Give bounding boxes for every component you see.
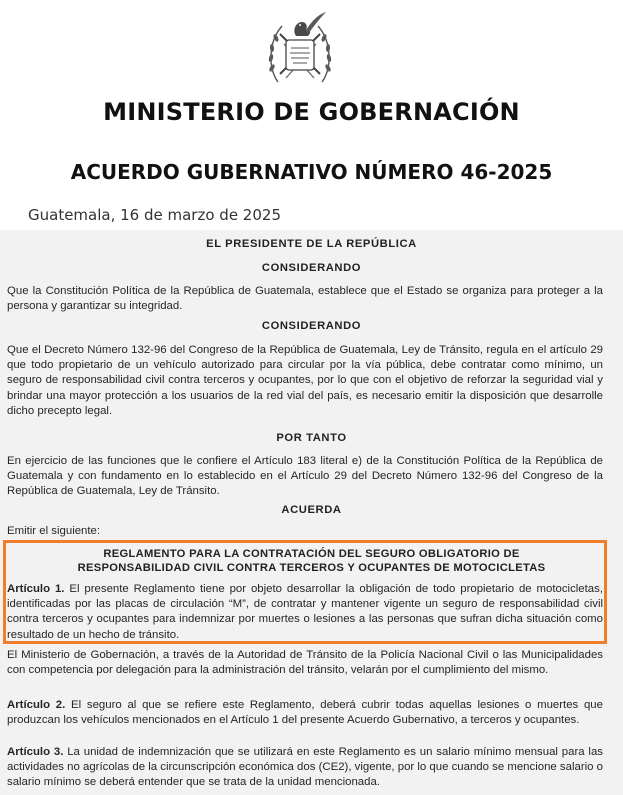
ministry-title: MINISTERIO DE GOBERNACIÓN (103, 98, 520, 126)
articulo-3 (7, 745, 603, 791)
reglamento-title (0, 548, 623, 575)
considerando-1-text: Que la Constitución Política de la República de Guatemala, establece que el Estado se organiza para proteger a la persona y garantizar su integridad. (7, 285, 603, 313)
articulo-1-text: El presente Reglamento tiene por objeto desarrollar la obligación de todo propietario de motocicletas, identificadas por las placas de circulación “M”, de contratar y mantener vigente un seguro de responsabilidad civil contra terceros y ocupantes para indemnizar por muertes o lesiones a las personas que sufran dicha situación como resultado de un hecho de tránsito. (7, 583, 604, 641)
document-date: Guatemala, 16 de marzo de 2025 (28, 206, 281, 224)
acuerdo-title: ACUERDO GUBERNATIVO NÚMERO 46-2025 (70, 160, 553, 184)
reglamento-title-line-2: RESPONSABILIDAD CIVIL CONTRA TERCEROS Y OCUPANTES DE MOTOCICLETAS (77, 561, 546, 574)
considerando-2-heading: CONSIDERANDO (261, 320, 362, 332)
articulo-3-text: La unidad de indemnización que se utilizará en este Reglamento es un salario mínimo mensual para las actividades no agrícolas de la circunscripción económica dos (CE2), vigente, por lo que cuando se mencione salario o salario mínimo se deberá entender que se trata de la unidad mencionada. (7, 746, 603, 789)
president-heading: EL PRESIDENTE DE LA REPÚBLICA (206, 238, 417, 250)
articulo-3-label: Artículo 3. (7, 746, 64, 758)
articulo-1-continuation: El Ministerio de Gobernación, a través de la Autoridad de Tránsito de la Policía Nacional Civil o las Municipalidades con competencia por delegación para la administración del tránsito, velarán por el cumplimiento del mismo. (7, 649, 603, 677)
articulo-2-text: El seguro al que se refiere este Reglamento, deberá cubrir todas aquellas lesiones o muertes que produzcan los vehículos mencionados en el Artículo 1 del presente Acuerdo Gubernativo, a terceros y ocupantes. (7, 699, 603, 727)
guatemala-coat-of-arms-icon (262, 8, 338, 90)
articulo-2 (7, 698, 603, 728)
acuerda-heading: ACUERDA (281, 504, 342, 516)
por-tanto-text: En ejercicio de las funciones que le confiere el Artículo 183 literal e) de la Constitución Política de la República de Guatemala y con fundamento en lo establecido en el Artículo 29 del Decreto Número 132-96 del Congreso de la República de Guatemala, Ley de Tránsito. (7, 455, 603, 498)
emitir-text: Emitir el siguiente: (7, 525, 101, 537)
articulo-2-label: Artículo 2. (7, 699, 66, 711)
por-tanto-heading: POR TANTO (276, 432, 347, 444)
considerando-2-text: Que el Decreto Número 132-96 del Congreso de la República de Guatemala, Ley de Tránsito, regula en el artículo 29 que todo propietario de un vehículo autorizado para circular por la vía pública, debe contratar como mínimo, un seguro de responsabilidad civil contra terceros y ocupantes, por lo que con el objetivo de reforzar la seguridad vial y brindar una mayor protección a los usuarios de la red vial del país, es necesario emitir la disposición que desarrolle dicho precepto legal. (7, 344, 603, 417)
articulo-1-label: Artículo 1. (7, 583, 65, 595)
articulo-1 (7, 582, 603, 643)
considerando-1-heading: CONSIDERANDO (261, 262, 362, 274)
reglamento-title-line-1: REGLAMENTO PARA LA CONTRATACIÓN DEL SEGURO OBLIGATORIO DE (103, 548, 520, 560)
